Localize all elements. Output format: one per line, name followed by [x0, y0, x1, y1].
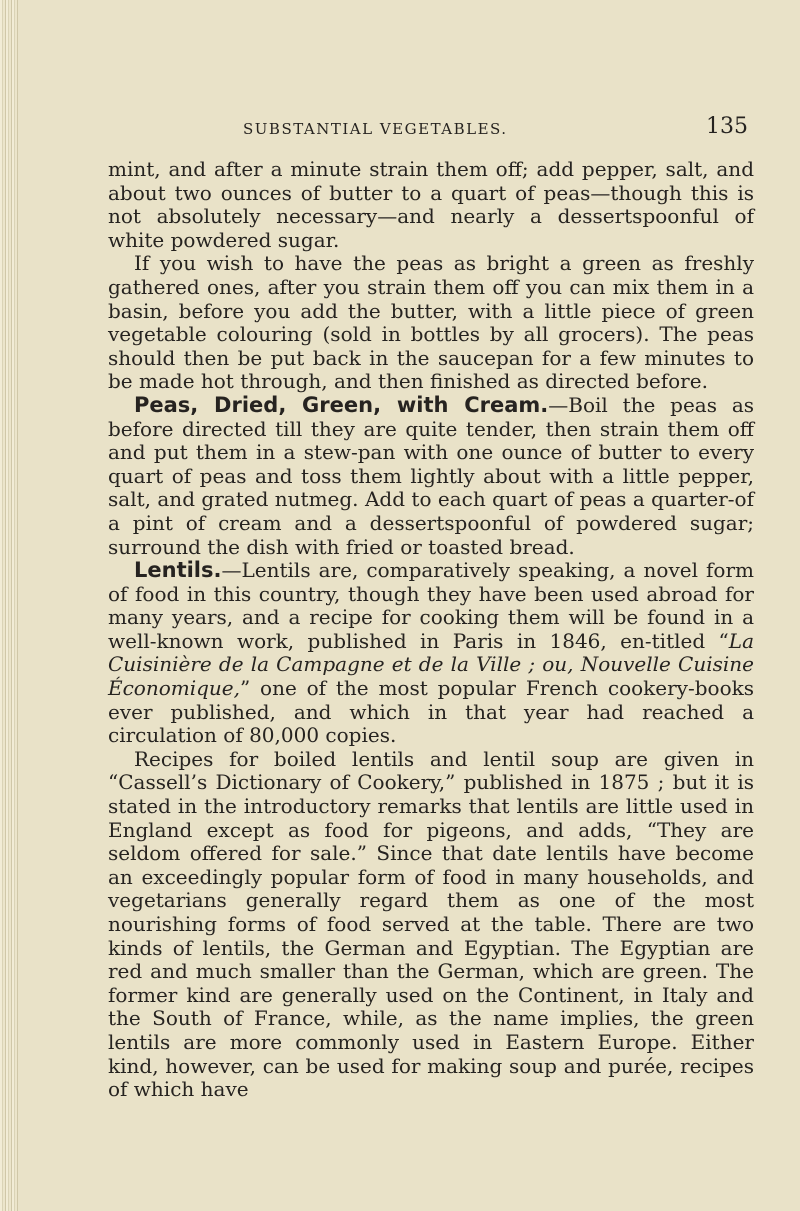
running-head: SUBSTANTIAL VEGETABLES. — [243, 120, 508, 138]
section-heading-peas: Peas, Dried, Green, with Cream. — [134, 392, 549, 417]
book-title: La Cuisinière de la Campagne et de la Ville ; ou, Nouvelle Cuisine Économique, — [108, 628, 754, 701]
paragraph-peas-cream — [108, 394, 754, 559]
paragraph-peas-text: —Boil the peas as before directed till they are quite tender, then strain them off and put them in a stew-pan with one ounce of butter to every quart of peas and toss them lightly about with a little pepper, salt, and grated nutmeg. Add to each quart of peas a quarter-of a pint of cream and a dessertspoonful of powdered sugar; surround the dish with fried or toasted bread. — [108, 392, 755, 559]
paragraph-2: If you wish to have the peas as bright a green as freshly gathered ones, after you strain them off you can mix them in a basin, before you add the butter, with a little piece of green vegetable colouring (sold in bottles by all grocers). The peas should then be put back in the saucepan for a few minutes to be made hot through, and then finished as directed before. — [108, 251, 754, 394]
paragraph-lentils — [108, 559, 754, 748]
page-header — [108, 114, 748, 148]
body-text — [108, 158, 754, 1102]
page-number: 135 — [706, 114, 748, 139]
paragraph-5: Recipes for boiled lentils and lentil soup are given in “Cassell’s Dictionary of Cookery,” published in 1875 ; but it is stated in the introductory remarks that lentils are little used in England except as food for pigeons, and adds, “They are seldom offered for sale.” Since that date lentils have become an exceedingly popular form of food in many households, and vegetarians generally regard them as one of the most nourishing forms of food served at the table. There are two kinds of lentils, the German and Egyptian. The Egyptian are red and much smaller than the German, which are green. The former kind are generally used on the Continent, in Italy and the South of France, while, as the name implies, the green lentils are more commonly used in Eastern Europe. Either kind, however, can be used for making soup and purée, recipes of which have — [108, 746, 754, 1102]
paragraph-lentils-text-a: —Lentils are, comparatively speaking, a novel form of food in this country, though they have been used abroad for many years, and a recipe for cooking them will be found in a well-known work, published in Paris in 1846, en-titled “ — [108, 558, 754, 653]
section-heading-lentils: Lentils. — [134, 558, 222, 583]
paragraph-1: mint, and after a minute strain them off; add pepper, salt, and about two ounces of butter to a quart of peas—though this is not absolutely necessary—and nearly a dessertspoonful of white powdered sugar. — [108, 157, 754, 252]
paragraph-lentils-text-b: ” one of the most popular French cookery-books ever published, and which in that year had reached a circulation of 80,000 copies. — [108, 676, 754, 748]
page-edge — [0, 0, 18, 1211]
